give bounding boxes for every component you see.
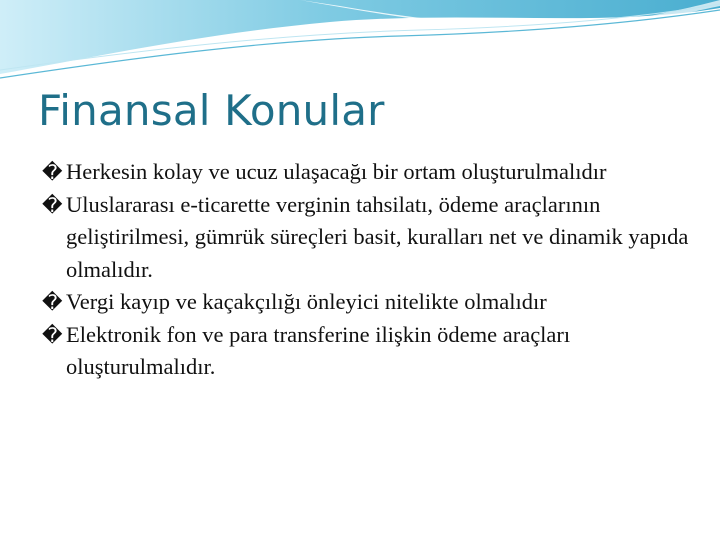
bullet-item bbox=[42, 156, 702, 189]
slide-title: Finansal Konular bbox=[38, 86, 385, 135]
bullet-item bbox=[42, 319, 702, 384]
bullet-item bbox=[42, 286, 702, 319]
bullet-icon: � bbox=[42, 160, 63, 184]
bullet-text: Herkesin kolay ve ucuz ulaşacağı bir ortam oluşturulmalıdır bbox=[66, 159, 607, 184]
bullet-icon: � bbox=[42, 290, 63, 314]
bullet-text: Elektronik fon ve para transferine ilişkin ödeme araçları oluşturulmalıdır. bbox=[66, 321, 571, 379]
bullet-icon: � bbox=[42, 192, 63, 217]
bullet-icon: � bbox=[42, 322, 63, 347]
header-wave-decoration bbox=[0, 0, 720, 82]
bullet-text: Vergi kayıp ve kaçakçılığı önleyici nitelikte olmalıdır bbox=[66, 289, 547, 314]
bullet-list bbox=[42, 156, 702, 384]
bullet-text: Uluslararası e-ticarette verginin tahsilatı, ödeme araçlarının geliştirilmesi, gümrük süreçleri basit, kuralları net ve dinamik yapıda olmalıdır. bbox=[66, 191, 689, 282]
bullet-item bbox=[42, 189, 702, 287]
